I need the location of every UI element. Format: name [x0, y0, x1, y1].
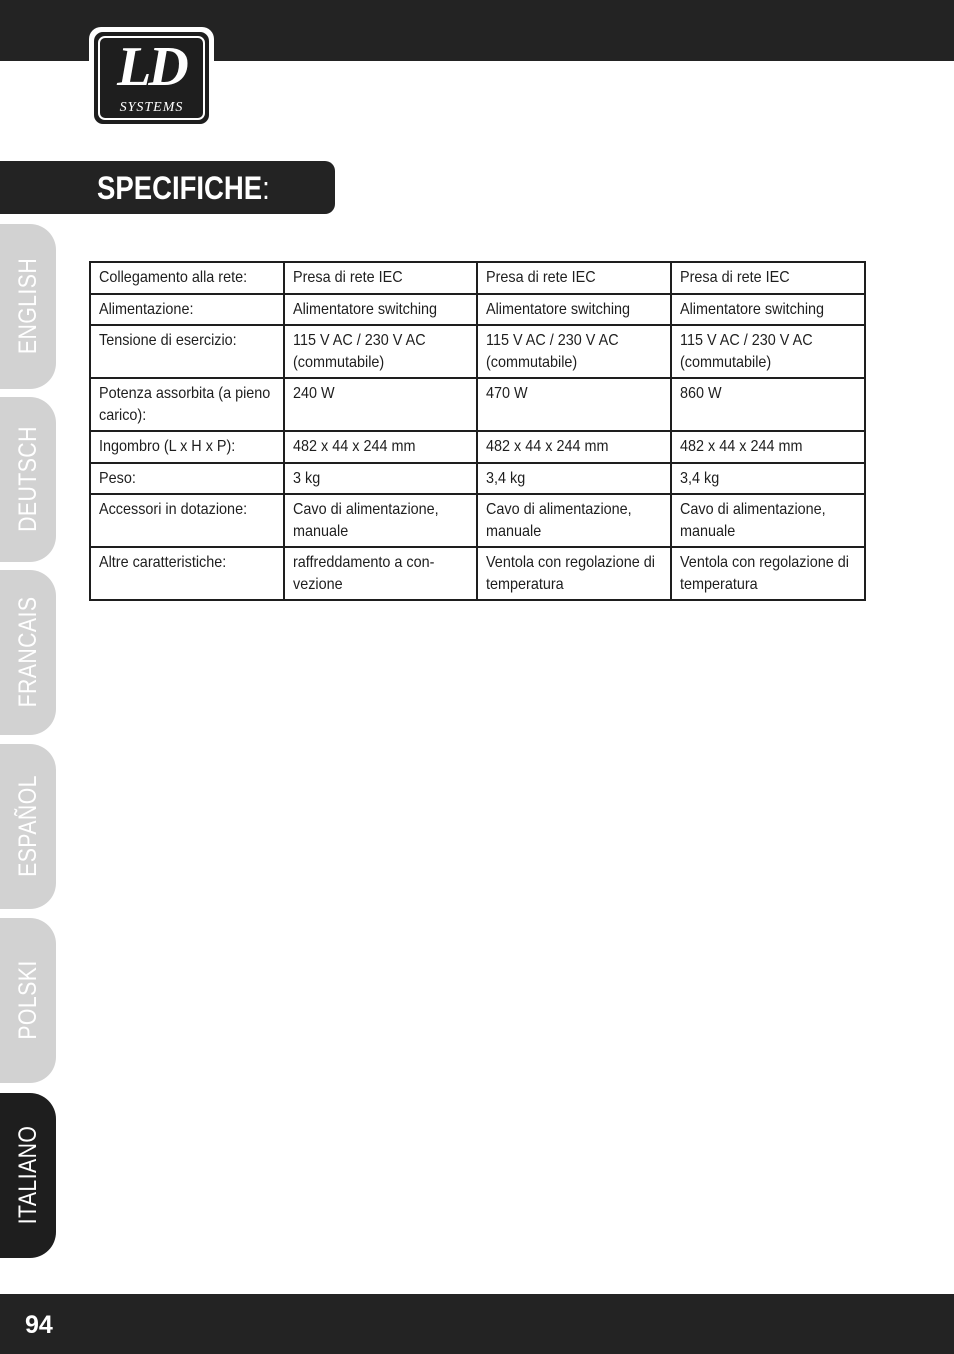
- section-title-bar: [0, 161, 335, 214]
- table-row: [90, 463, 865, 495]
- tab-polski[interactable]: [0, 918, 56, 1083]
- table-row: [90, 325, 865, 378]
- footer-bar: [0, 1294, 954, 1354]
- logo-sub-text: SYSTEMS: [119, 100, 184, 115]
- spec-label: Potenza assorbita (a pieno carico):: [90, 378, 284, 431]
- tab-label: ESPAÑOL: [14, 775, 42, 877]
- spec-value: Ventola con regolazione di temperatura: [671, 547, 865, 600]
- spec-value: 115 V AC / 230 V AC (commutabile): [284, 325, 477, 378]
- table-row: [90, 262, 865, 294]
- tab-label: FRANCAIS: [14, 596, 42, 708]
- spec-value: raffreddamento a con-vezione: [284, 547, 477, 600]
- spec-label: Peso:: [90, 463, 284, 495]
- tab-label: POLSKI: [14, 960, 42, 1040]
- spec-value: 115 V AC / 230 V AC (commutabile): [477, 325, 671, 378]
- brand-logo: [89, 27, 214, 127]
- spec-value: 3,4 kg: [671, 463, 865, 495]
- spec-value: 3 kg: [284, 463, 477, 495]
- spec-value: Alimentatore switching: [671, 294, 865, 326]
- spec-value: 240 W: [284, 378, 477, 431]
- table-row: [90, 431, 865, 463]
- tab-espanol[interactable]: [0, 744, 56, 909]
- spec-label: Altre caratteristiche:: [90, 547, 284, 600]
- spec-label: Tensione di esercizio:: [90, 325, 284, 378]
- tab-label: ENGLISH: [14, 257, 42, 355]
- tab-deutsch[interactable]: [0, 397, 56, 562]
- tab-english[interactable]: [0, 224, 56, 389]
- tab-label: ITALIANO: [14, 1125, 42, 1225]
- spec-value: Presa di rete IEC: [477, 262, 671, 294]
- table-row: [90, 494, 865, 547]
- spec-value: 470 W: [477, 378, 671, 431]
- table-row: [90, 547, 865, 600]
- spec-value: Alimentatore switching: [284, 294, 477, 326]
- spec-value: 3,4 kg: [477, 463, 671, 495]
- tab-francais[interactable]: [0, 570, 56, 735]
- spec-label: Collegamento alla rete:: [90, 262, 284, 294]
- spec-label: Alimentazione:: [90, 294, 284, 326]
- spec-value: Cavo di alimentazione, manuale: [671, 494, 865, 547]
- spec-label: Ingombro (L x H x P):: [90, 431, 284, 463]
- spec-value: 482 x 44 x 244 mm: [284, 431, 477, 463]
- spec-value: 115 V AC / 230 V AC (commutabile): [671, 325, 865, 378]
- table-row: [90, 294, 865, 326]
- spec-value: Cavo di alimentazione, manuale: [477, 494, 671, 547]
- spec-value: 860 W: [671, 378, 865, 431]
- spec-value: Alimentatore switching: [477, 294, 671, 326]
- specs-table: [89, 261, 866, 601]
- spec-value: Presa di rete IEC: [284, 262, 477, 294]
- spec-value: Presa di rete IEC: [671, 262, 865, 294]
- spec-value: Ventola con regolazione di temperatura: [477, 547, 671, 600]
- spec-value: 482 x 44 x 244 mm: [671, 431, 865, 463]
- spec-value: 482 x 44 x 244 mm: [477, 431, 671, 463]
- spec-value: Cavo di alimentazione, manuale: [284, 494, 477, 547]
- tab-label: DEUTSCH: [14, 426, 42, 532]
- page-title: SPECIFICHE:: [97, 170, 270, 206]
- spec-label: Accessori in dotazione:: [90, 494, 284, 547]
- page-number: 94: [25, 1311, 53, 1339]
- logo-brand-text: LD: [117, 36, 186, 98]
- tab-italiano[interactable]: [0, 1093, 56, 1258]
- table-row: [90, 378, 865, 431]
